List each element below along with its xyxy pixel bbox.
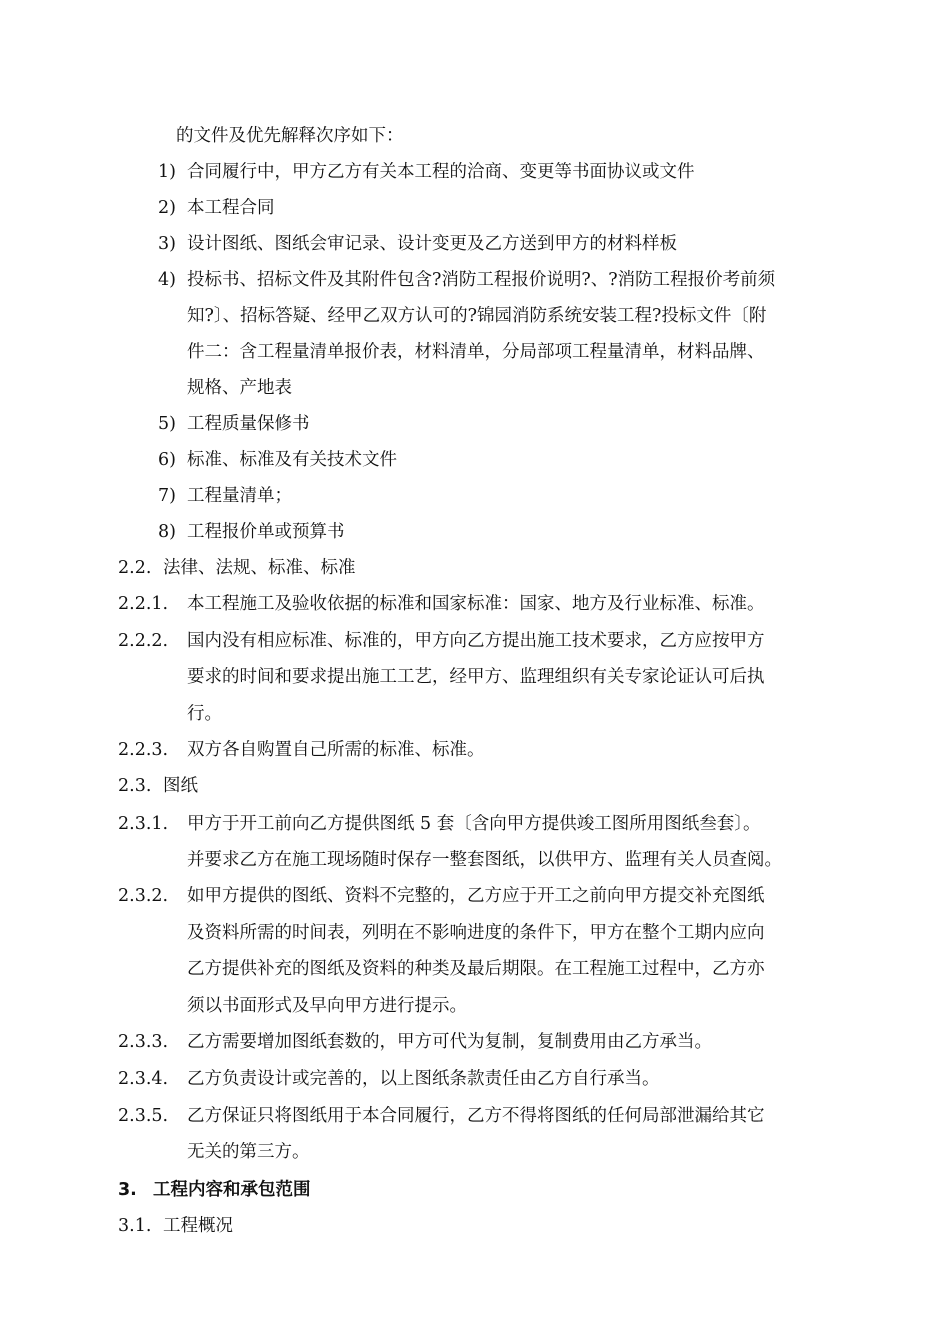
clause-text: 须以书面形式及早向甲方进行提示。: [187, 996, 467, 1016]
clause-number: 2.3.5.: [118, 1106, 169, 1126]
section-number: 2.3.: [118, 776, 152, 796]
clause-text: 及资料所需的时间表，列明在不影响进度的条件下，甲方在整个工期内应向: [187, 923, 765, 943]
clause-text: 如甲方提供的图纸、资料不完整的，乙方应于开工之前向甲方提交补充图纸: [187, 886, 765, 906]
list-number: 1): [158, 162, 176, 182]
clause-number: 2.3.4.: [118, 1069, 169, 1089]
list-item-text: 工程质量保修书: [187, 414, 310, 434]
list-number: 3): [158, 234, 176, 254]
clause-number: 2.2.3.: [118, 740, 169, 760]
list-item-text: 标准、标准及有关技术文件: [187, 450, 397, 470]
list-number: 6): [158, 450, 176, 470]
list-item-text: 知?〕、招标答疑、经甲乙双方认可的?锦园消防系统安装工程?投标文件〔附: [187, 306, 767, 326]
clause-text: 双方各自购置自己所需的标准、标准。: [187, 740, 485, 760]
clause-number: 2.2.1.: [118, 594, 169, 614]
chapter-title: 工程内容和承包范围: [153, 1180, 311, 1200]
section-number: 2.2.: [118, 558, 152, 578]
section-heading: 工程概况: [163, 1216, 233, 1236]
section-heading: 图纸: [163, 776, 198, 796]
list-number: 7): [158, 486, 176, 506]
list-number: 4): [158, 270, 176, 290]
list-item-text: 工程量清单；: [187, 486, 292, 506]
clause-text: 并要求乙方在施工现场随时保存一整套图纸，以供甲方、监理有关人员查阅。: [187, 850, 782, 870]
section-heading: 法律、法规、标准、标准: [163, 558, 356, 578]
list-item-text: 件二：含工程量清单报价表，材料清单，分局部项工程量清单，材料品牌、: [187, 342, 765, 362]
clause-text: 乙方需要增加图纸套数的，甲方可代为复制，复制费用由乙方承当。: [187, 1032, 712, 1052]
chapter-number: 3.: [118, 1180, 137, 1200]
clause-number: 2.2.2.: [118, 631, 169, 651]
section-number: 3.1.: [118, 1216, 152, 1236]
list-item-text: 本工程合同: [187, 198, 275, 218]
clause-text: 要求的时间和要求提出施工工艺，经甲方、监理组织有关专家论证认可后执: [187, 667, 765, 687]
clause-text: 国内没有相应标准、标准的，甲方向乙方提出施工技术要求，乙方应按甲方: [187, 631, 765, 651]
list-item-text: 投标书、招标文件及其附件包含?消防工程报价说明?、?消防工程报价考前须: [187, 270, 776, 290]
list-number: 5): [158, 414, 176, 434]
list-item-text: 合同履行中，甲方乙方有关本工程的洽商、变更等书面协议或文件: [187, 162, 695, 182]
clause-text: 乙方提供补充的图纸及资料的种类及最后期限。在工程施工过程中，乙方亦: [187, 959, 765, 979]
clause-text: 甲方于开工前向乙方提供图纸 5 套〔含向甲方提供竣工图所用图纸叁套〕。: [187, 814, 761, 834]
list-item-text: 工程报价单或预算书: [187, 522, 345, 542]
list-number: 8): [158, 522, 176, 542]
clause-text: 行。: [187, 704, 222, 724]
clause-text: 本工程施工及验收依据的标准和国家标准：国家、地方及行业标准、标准。: [187, 594, 765, 614]
clause-text: 乙方保证只将图纸用于本合同履行，乙方不得将图纸的任何局部泄漏给其它: [187, 1106, 765, 1126]
clause-number: 2.3.2.: [118, 886, 169, 906]
list-number: 2): [158, 198, 176, 218]
clause-text: 乙方负责设计或完善的，以上图纸条款责任由乙方自行承当。: [187, 1069, 660, 1089]
intro-line: 的文件及优先解释次序如下：: [176, 126, 404, 146]
list-item-text: 设计图纸、图纸会审记录、设计变更及乙方送到甲方的材料样板: [187, 234, 677, 254]
clause-number: 2.3.3.: [118, 1032, 169, 1052]
clause-number: 2.3.1.: [118, 814, 169, 834]
list-item-text: 规格、产地表: [187, 378, 292, 398]
clause-text: 无关的第三方。: [187, 1142, 310, 1162]
